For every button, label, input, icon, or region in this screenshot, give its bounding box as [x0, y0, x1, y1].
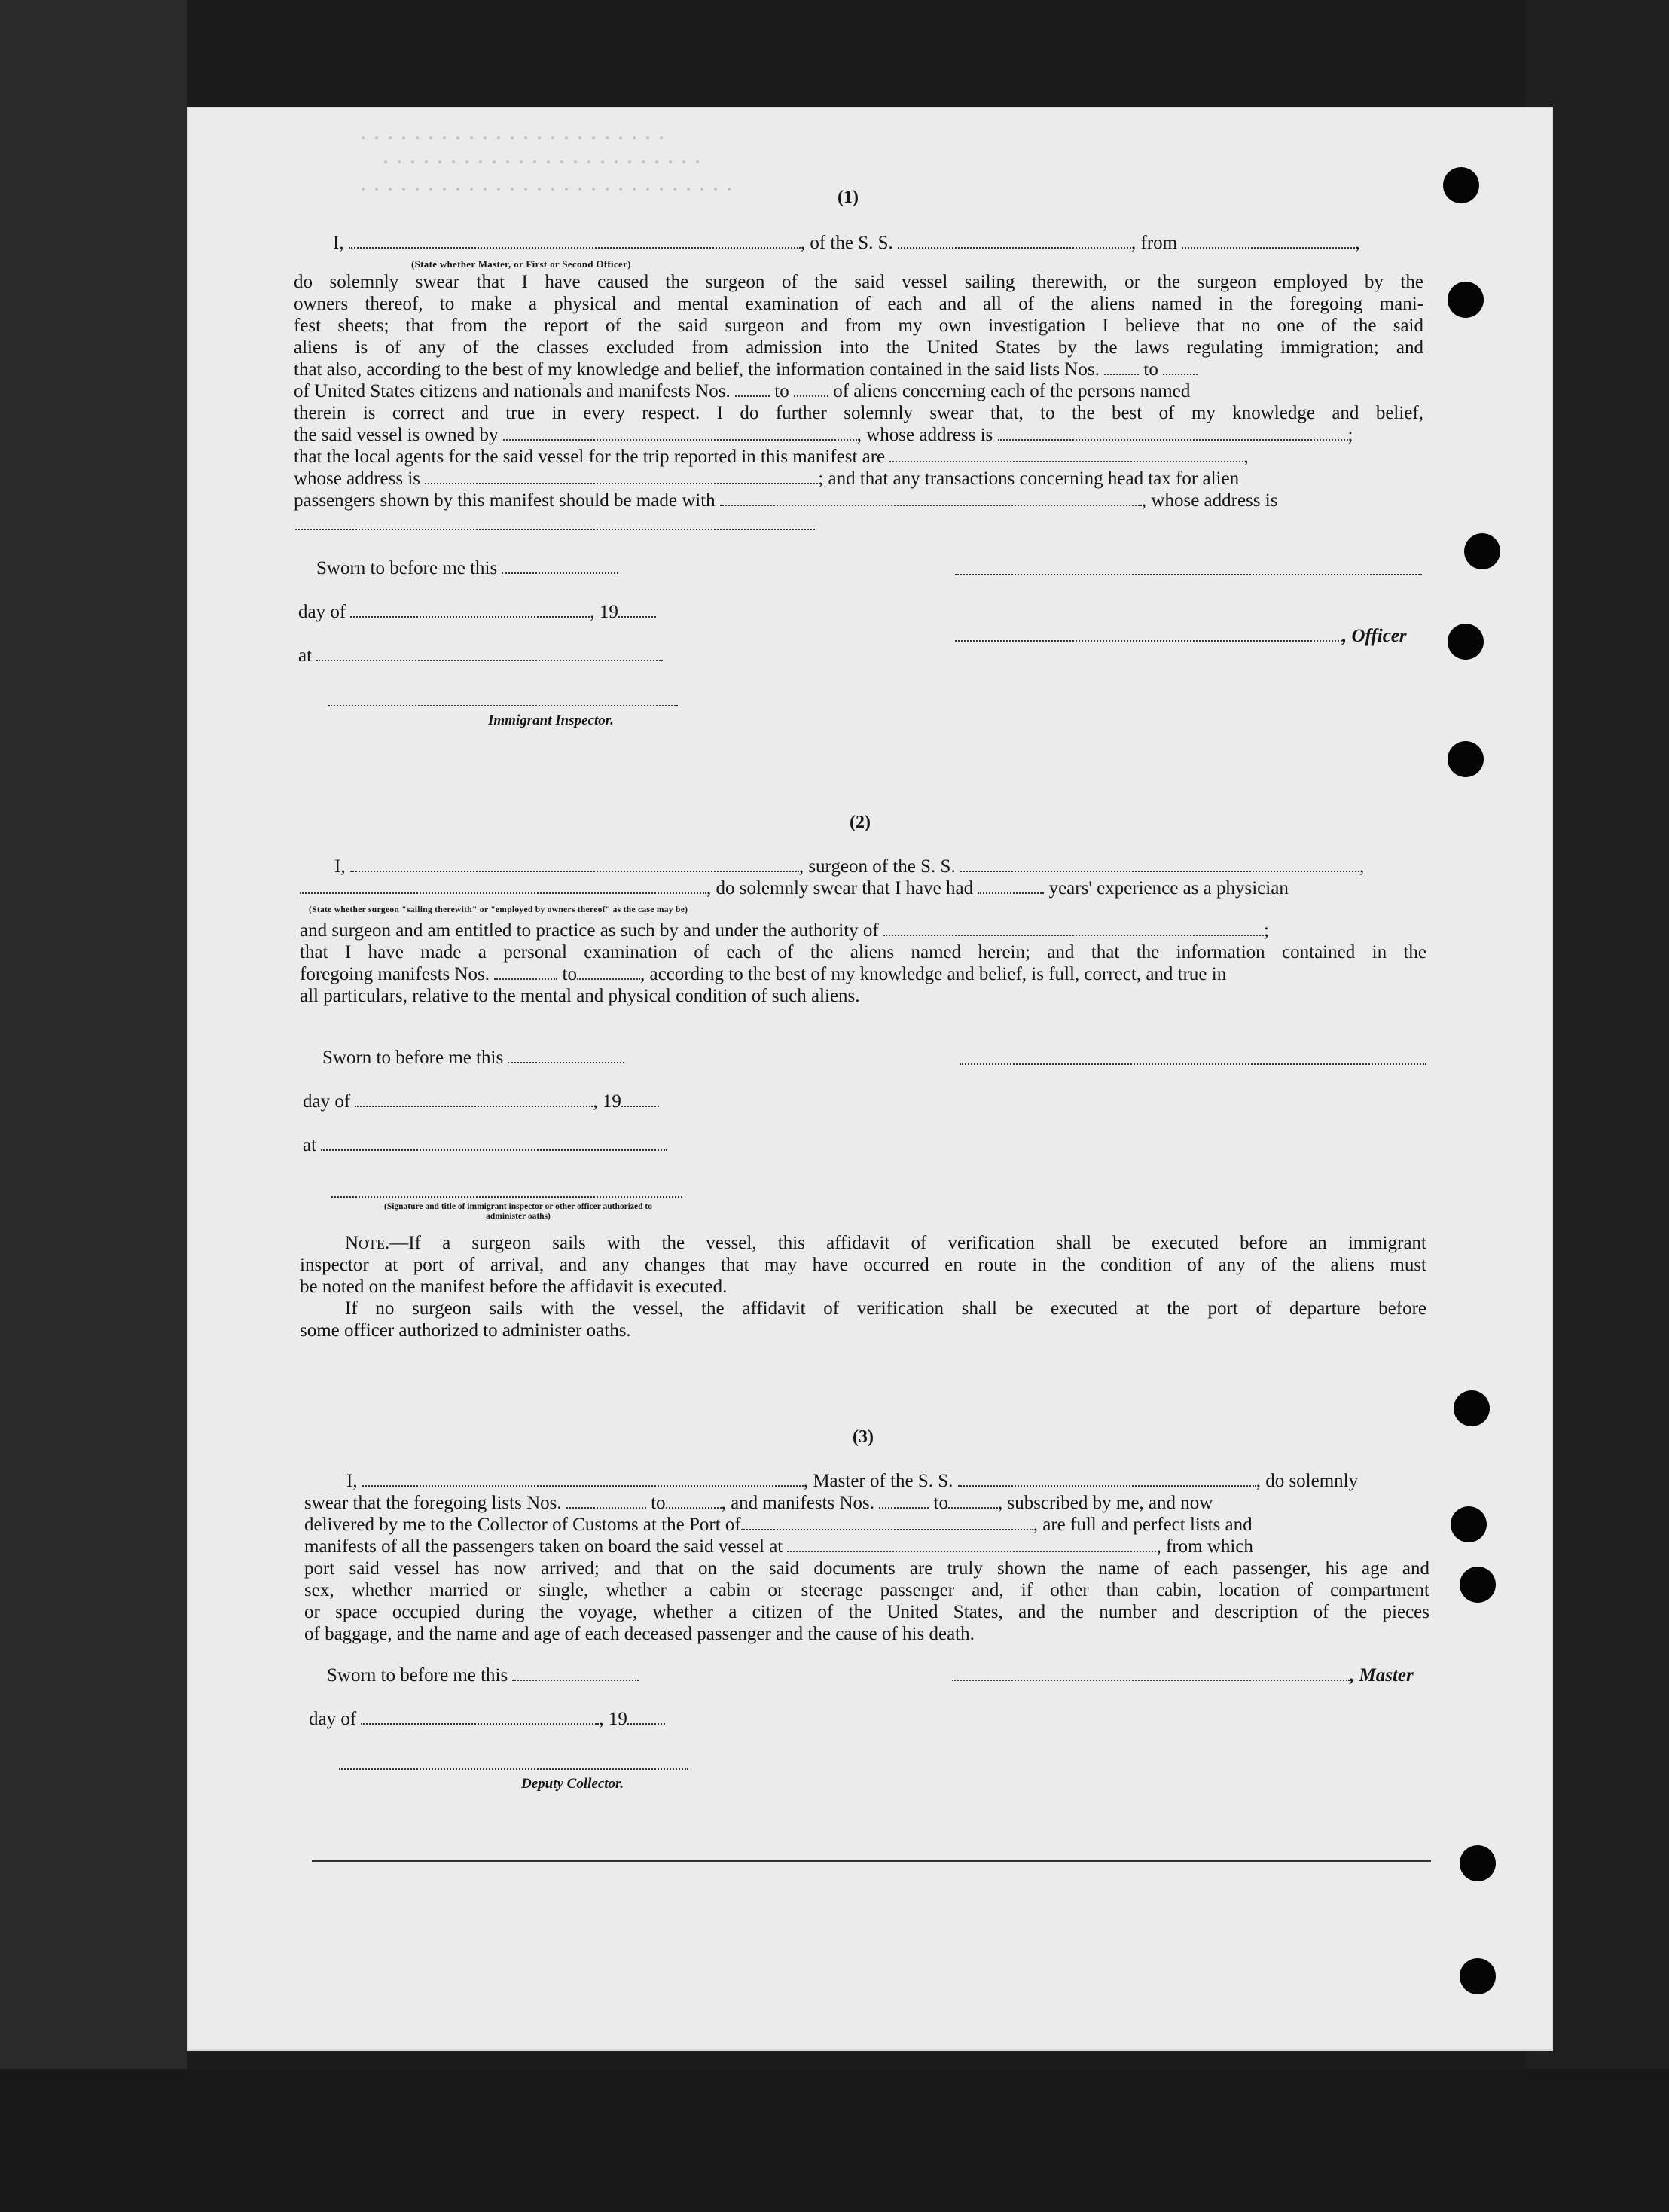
- s3-line-3: delivered by me to the Collector of Customs at the Port of , are full and perfect lists and: [304, 1515, 1253, 1535]
- s1-officer-line: , Officer: [955, 625, 1407, 648]
- deputy-caption: Deputy Collector.: [521, 1776, 624, 1792]
- authority-field[interactable]: [883, 920, 1264, 936]
- lists-to-field[interactable]: [1163, 358, 1198, 375]
- surgeon-signature-line[interactable]: [960, 1063, 1426, 1065]
- s3-body-line: sex, whether married or single, whether a cabin or steerage passenger and, if other than cabin, location of compartment: [304, 1580, 1429, 1600]
- s3-sworn: Sworn to before me this: [327, 1664, 639, 1687]
- s2-month-field[interactable]: [355, 1091, 593, 1107]
- vessel-owner-field[interactable]: [503, 424, 857, 441]
- s1-body-line: do solemnly swear that I have caused the surgeon of the said vessel sailing therewith, or the surgeon employed by the: [294, 272, 1423, 292]
- s2-at: at: [303, 1134, 667, 1157]
- s3-lists-to-field[interactable]: [666, 1492, 722, 1509]
- s1-sworn: Sworn to before me this: [316, 557, 618, 580]
- s2-body-line: that I have made a personal examination of each of the aliens named herein; and that the information contained in the: [300, 942, 1426, 963]
- port-of-arrival-field[interactable]: [741, 1514, 1033, 1530]
- s1-line-11: whose address is ; and that any transactions concerning head tax for alien: [294, 468, 1240, 489]
- s2-signature-caption: (Signature and title of immigrant inspector or other officer authorized to administer oaths): [383, 1202, 653, 1221]
- punch-hole: [1464, 533, 1500, 569]
- head-tax-address-field[interactable]: [295, 529, 815, 530]
- manifests-to-field[interactable]: [794, 380, 828, 397]
- s1-day-of: day of , 19: [298, 601, 656, 624]
- port-from-field[interactable]: [1182, 232, 1355, 249]
- vessel-name-field[interactable]: [898, 232, 1131, 249]
- years-experience-field[interactable]: [978, 877, 1044, 894]
- s1-body-line: therein is correct and true in every respect. I do further solemnly swear that, to the best of my knowledge and belief,: [294, 403, 1423, 423]
- inspector-caption: Immigrant Inspector.: [488, 712, 614, 728]
- s2-place-field[interactable]: [321, 1134, 667, 1151]
- s2-vessel-field[interactable]: [960, 856, 1359, 872]
- surgeon-status-field[interactable]: [300, 877, 706, 894]
- s3-month-field[interactable]: [361, 1708, 599, 1725]
- punch-hole: [1448, 624, 1484, 660]
- s3-day-of: day of , 19: [309, 1708, 665, 1731]
- s2-line-2: , do solemnly swear that I have had years' experience as a physician: [300, 877, 1289, 900]
- note-line-5: some officer authorized to administer oaths.: [300, 1320, 631, 1341]
- s2-line-1: I, , surgeon of the S. S. ,: [334, 856, 1365, 877]
- s3-manifests-to-field[interactable]: [948, 1492, 998, 1509]
- s1-body-line: owners thereof, to make a physical and mental examination of each and all of the aliens named in the foregoing mani-: [294, 294, 1423, 314]
- punch-hole: [1451, 1506, 1487, 1542]
- deputy-signature-line[interactable]: [339, 1768, 688, 1770]
- bleed-through-text: · · · · · · · · · · · · · · · · · · · · · · · · · · · ·: [360, 180, 734, 200]
- s3-line-4: manifests of all the passengers taken on board the said vessel at , from which: [304, 1536, 1253, 1557]
- punch-hole: [1448, 741, 1484, 777]
- agents-address-field[interactable]: [425, 468, 818, 484]
- master-name-field[interactable]: [362, 1470, 804, 1487]
- surgeon-status-hint: (State whether surgeon "sailing therewith" or "employed by owners thereof" as the case may be): [309, 905, 688, 914]
- s3-vessel-field[interactable]: [958, 1470, 1256, 1487]
- film-frame-left: [0, 0, 187, 2212]
- section-3-number: (3): [853, 1427, 874, 1447]
- s2-sworn: Sworn to before me this: [322, 1047, 624, 1069]
- s1-line-9: the said vessel is owned by , whose address is ;: [294, 425, 1353, 445]
- s1-line-10: that the local agents for the said vessel for the trip reported in this manifest are ,: [294, 447, 1249, 467]
- inspector-signature-line[interactable]: [328, 705, 678, 706]
- s3-manifests-from-field[interactable]: [879, 1492, 929, 1509]
- month-field[interactable]: [350, 601, 590, 618]
- punch-hole: [1460, 1958, 1496, 1994]
- master-signature-field[interactable]: [952, 1664, 1350, 1681]
- s2-inspector-signature-line[interactable]: [331, 1196, 682, 1198]
- s2-sworn-day-field[interactable]: [508, 1047, 624, 1063]
- s3-body-line: or space occupied during the voyage, whether a citizen of the United States, and the number and description of the pieces: [304, 1602, 1429, 1622]
- lists-from-field[interactable]: [1104, 358, 1139, 375]
- s3-body-line: port said vessel has now arrived; and that on the said documents are truly shown the name of each passenger, his age and: [304, 1558, 1429, 1579]
- sworn-day-field[interactable]: [502, 557, 618, 574]
- s3-line-1: I, , Master of the S. S. , do solemnly: [346, 1471, 1359, 1491]
- s2-line-5: foregoing manifests Nos. to , according to the best of my knowledge and belief, is full, correct, and true in: [300, 964, 1227, 984]
- s2-body-line: all particulars, relative to the mental and physical condition of such aliens.: [300, 986, 860, 1006]
- punch-hole: [1460, 1845, 1496, 1881]
- s1-body-line: fest sheets; that from the report of the said surgeon and from my own investigation I believe that no one of the said: [294, 316, 1423, 336]
- punch-hole: [1448, 282, 1484, 318]
- s3-lists-from-field[interactable]: [566, 1492, 646, 1509]
- film-frame-bottom: [0, 2069, 1669, 2212]
- note-line-1: Note.—If a surgeon sails with the vessel, this affidavit of verification shall be executed before an immigrant: [345, 1233, 1426, 1253]
- bleed-through-text: · · · · · · · · · · · · · · · · · · · · · · · ·: [383, 153, 703, 172]
- officer-signature-line[interactable]: [955, 574, 1422, 575]
- local-agents-field[interactable]: [889, 446, 1243, 462]
- manifests-from-field[interactable]: [735, 380, 770, 397]
- s1-body-line: aliens is of any of the classes excluded from admission into the United States by the laws regulating immigration; and: [294, 337, 1423, 358]
- s1-line-7: of United States citizens and nationals and manifests Nos. to of aliens concerning each of the persons named: [294, 381, 1191, 401]
- owner-address-field[interactable]: [998, 424, 1348, 441]
- place-field[interactable]: [316, 645, 663, 661]
- s1-line-6: that also, according to the best of my knowledge and belief, the information contained in the said lists Nos. to: [294, 358, 1198, 381]
- s3-body-line: of baggage, and the name and age of each deceased passenger and the cause of his death.: [304, 1624, 975, 1644]
- note-line-4: If no surgeon sails with the vessel, the affidavit of verification shall be executed at the port of departure before: [345, 1298, 1426, 1319]
- bottom-rule: [312, 1860, 1431, 1862]
- s1-at: at: [298, 645, 663, 667]
- officer-name-field[interactable]: [349, 232, 801, 249]
- s3-sworn-day-field[interactable]: [512, 1664, 639, 1681]
- punch-hole: [1460, 1567, 1496, 1603]
- punch-hole: [1454, 1390, 1490, 1426]
- s3-year-field[interactable]: [627, 1708, 665, 1725]
- s3-master-line: , Master: [952, 1664, 1414, 1687]
- s2-day-of: day of , 19: [303, 1091, 659, 1113]
- s1-line-12: passengers shown by this manifest should be made with , whose address is: [294, 490, 1278, 511]
- s2-manifest-to-field[interactable]: [577, 963, 640, 980]
- note-line-3: be noted on the manifest before the affidavit is executed.: [300, 1277, 728, 1297]
- head-tax-party-field[interactable]: [720, 490, 1142, 506]
- bleed-through-text: · · · · · · · · · · · · · · · · · · · · · · ·: [360, 129, 667, 148]
- section-1-number: (1): [838, 188, 859, 207]
- note-line-2: inspector at port of arrival, and any changes that may have occurred en route in the condition of any of the aliens must: [300, 1255, 1426, 1275]
- officer-rank-hint: (State whether Master, or First or Second Officer): [411, 258, 631, 270]
- s3-line-2: swear that the foregoing lists Nos. to , and manifests Nos. to , subscribed by me, and now: [304, 1493, 1213, 1513]
- manifest-page: [187, 107, 1553, 2051]
- year-field[interactable]: [618, 601, 656, 618]
- section-2-number: (2): [850, 813, 871, 832]
- officer-title-field[interactable]: [955, 625, 1342, 642]
- s2-manifest-from-field[interactable]: [494, 963, 557, 980]
- s2-year-field[interactable]: [621, 1091, 659, 1107]
- port-of-embarkation-field[interactable]: [787, 1536, 1156, 1552]
- surgeon-name-field[interactable]: [350, 856, 799, 872]
- s1-line-1: I, , of the S. S. , from ,: [333, 233, 1360, 253]
- s2-line-3: and surgeon and am entitled to practice as such by and under the authority of ;: [300, 920, 1269, 941]
- punch-hole: [1443, 167, 1479, 203]
